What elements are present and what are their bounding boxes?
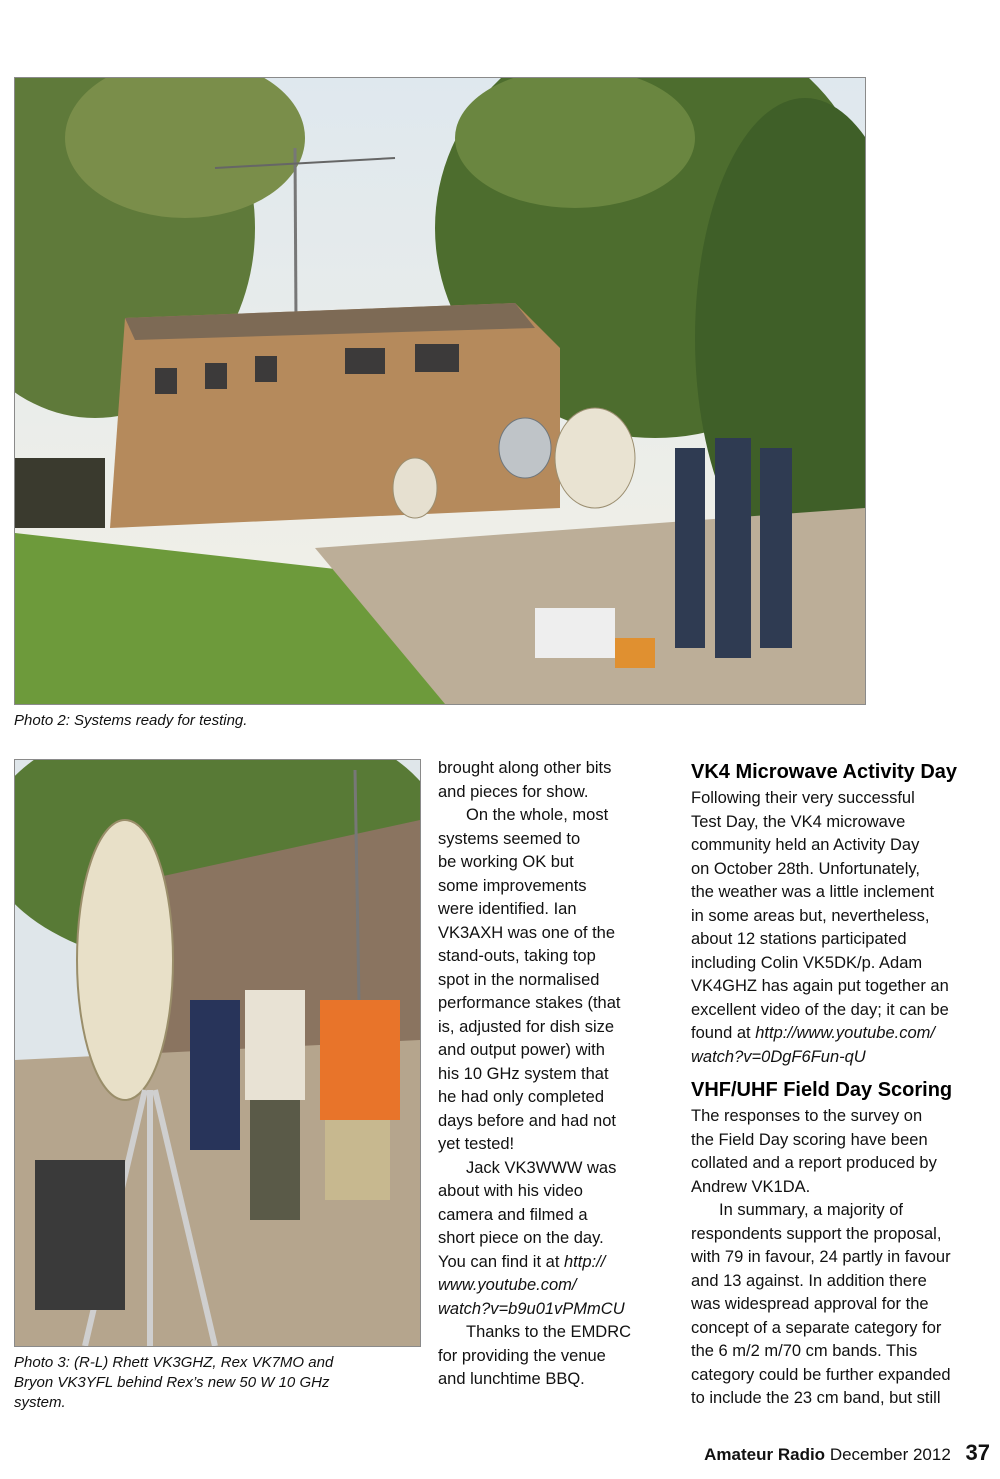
text-line: brought along other bits [438, 759, 612, 777]
text-line: community held an Activity Day [691, 836, 920, 854]
section-heading-field-day: VHF/UHF Field Day Scoring [691, 1079, 953, 1101]
text-line: You can find it at [438, 1252, 560, 1271]
text-line: yet tested! [438, 1135, 515, 1153]
page-number: 37 [965, 1440, 990, 1465]
text-line: Test Day, the VK4 microwave [691, 812, 906, 831]
text-line: VK4GHZ has again put together an [691, 977, 949, 995]
article-column-right [691, 759, 996, 1411]
paragraph-vk4 [691, 787, 996, 1069]
text-line: and 13 against. In addition there [691, 1271, 927, 1290]
text-line: about 12 stations participated [691, 930, 907, 948]
text-line: On the whole, most [466, 806, 609, 824]
text-line: systems seemed to [438, 829, 581, 848]
text-line: were identified. Ian [438, 900, 577, 918]
text-line: In summary, a majority of [719, 1201, 903, 1219]
paragraph-video [438, 1157, 678, 1322]
video-link[interactable]: watch?v=b9u01vPMmCU [438, 1299, 625, 1318]
text-line: the 6 m/2 m/70 cm bands. This [691, 1342, 918, 1360]
text-line: spot in the normalised [438, 970, 600, 989]
paragraph-thanks [438, 1321, 678, 1392]
text-line: Jack VK3WWW was [466, 1158, 617, 1177]
text-line: stand-outs, taking top [438, 947, 596, 965]
text-line: with 79 in favour, 24 partly in favour [691, 1248, 951, 1266]
text-line: category could be further expanded [691, 1365, 951, 1384]
paragraph-field-day-summary [691, 1199, 996, 1411]
text-line: VK3AXH was one of the [438, 923, 616, 942]
text-line: to include the 23 cm band, but still [691, 1389, 941, 1407]
text-line: on October 28th. Unfortunately, [691, 859, 920, 878]
photo-3-image [15, 760, 420, 1346]
text-line: performance stakes (that [438, 994, 621, 1012]
paragraph-field-day-intro [691, 1105, 996, 1199]
video-link[interactable]: www.youtube.com/ [438, 1276, 577, 1294]
text-line: about with his video [438, 1182, 583, 1200]
text-line: the Field Day scoring have been [691, 1130, 928, 1149]
video-link[interactable]: http:// [564, 1252, 606, 1271]
text-line: be working OK but [438, 853, 574, 871]
photo-2-image [15, 78, 865, 704]
text-line: and pieces for show. [438, 782, 589, 801]
photo-3 [14, 759, 421, 1347]
text-line: short piece on the day. [438, 1229, 604, 1247]
magazine-title: Amateur Radio [704, 1445, 826, 1464]
text-line: was widespread approval for the [691, 1295, 929, 1313]
photo-3-caption-line: system. [14, 1394, 66, 1411]
photo-3-caption-line: Bryon VK3YFL behind Rex’s new 50 W 10 GHz [14, 1374, 330, 1391]
text-line: excellent video of the day; it can be [691, 1000, 949, 1019]
video-link[interactable]: http://www.youtube.com/ [755, 1024, 935, 1042]
text-line: collated and a report produced by [691, 1154, 937, 1172]
text-line: is, adjusted for dish size [438, 1017, 615, 1036]
text-line: in some areas but, nevertheless, [691, 906, 930, 925]
text-line: including Colin VK5DK/p. Adam [691, 953, 923, 972]
section-heading-vk4: VK4 Microwave Activity Day [691, 761, 958, 783]
photo-3-caption [14, 1353, 414, 1413]
text-line: concept of a separate category for [691, 1318, 942, 1337]
photo-3-caption-line: Photo 3: (R-L) Rhett VK3GHZ, Rex VK7MO and [14, 1354, 334, 1371]
paragraph-continuation [438, 757, 678, 804]
page-footer [704, 1440, 990, 1466]
paragraph-systems [438, 804, 678, 1157]
text-line: Thanks to the EMDRC [466, 1323, 632, 1341]
text-line: respondents support the proposal, [691, 1224, 942, 1243]
text-line: found at [691, 1024, 751, 1042]
text-line: his 10 GHz system that [438, 1064, 609, 1083]
issue-date: December 2012 [829, 1445, 951, 1464]
photo-2 [14, 77, 866, 705]
text-line: The responses to the survey on [691, 1107, 923, 1125]
text-line: the weather was a little inclement [691, 883, 935, 901]
text-line: some improvements [438, 876, 587, 895]
text-line: he had only completed [438, 1088, 605, 1106]
text-line: Following their very successful [691, 789, 915, 807]
text-line: for providing the venue [438, 1346, 606, 1365]
photo-2-caption: Photo 2: Systems ready for testing. [14, 712, 248, 729]
text-line: days before and had not [438, 1111, 616, 1130]
text-line: and lunchtime BBQ. [438, 1370, 585, 1388]
text-line: camera and filmed a [438, 1205, 588, 1224]
text-line: Andrew VK1DA. [691, 1177, 811, 1196]
article-column-middle [438, 757, 678, 1392]
text-line: and output power) with [438, 1041, 605, 1059]
video-link[interactable]: watch?v=0DgF6Fun-qU [691, 1047, 866, 1066]
